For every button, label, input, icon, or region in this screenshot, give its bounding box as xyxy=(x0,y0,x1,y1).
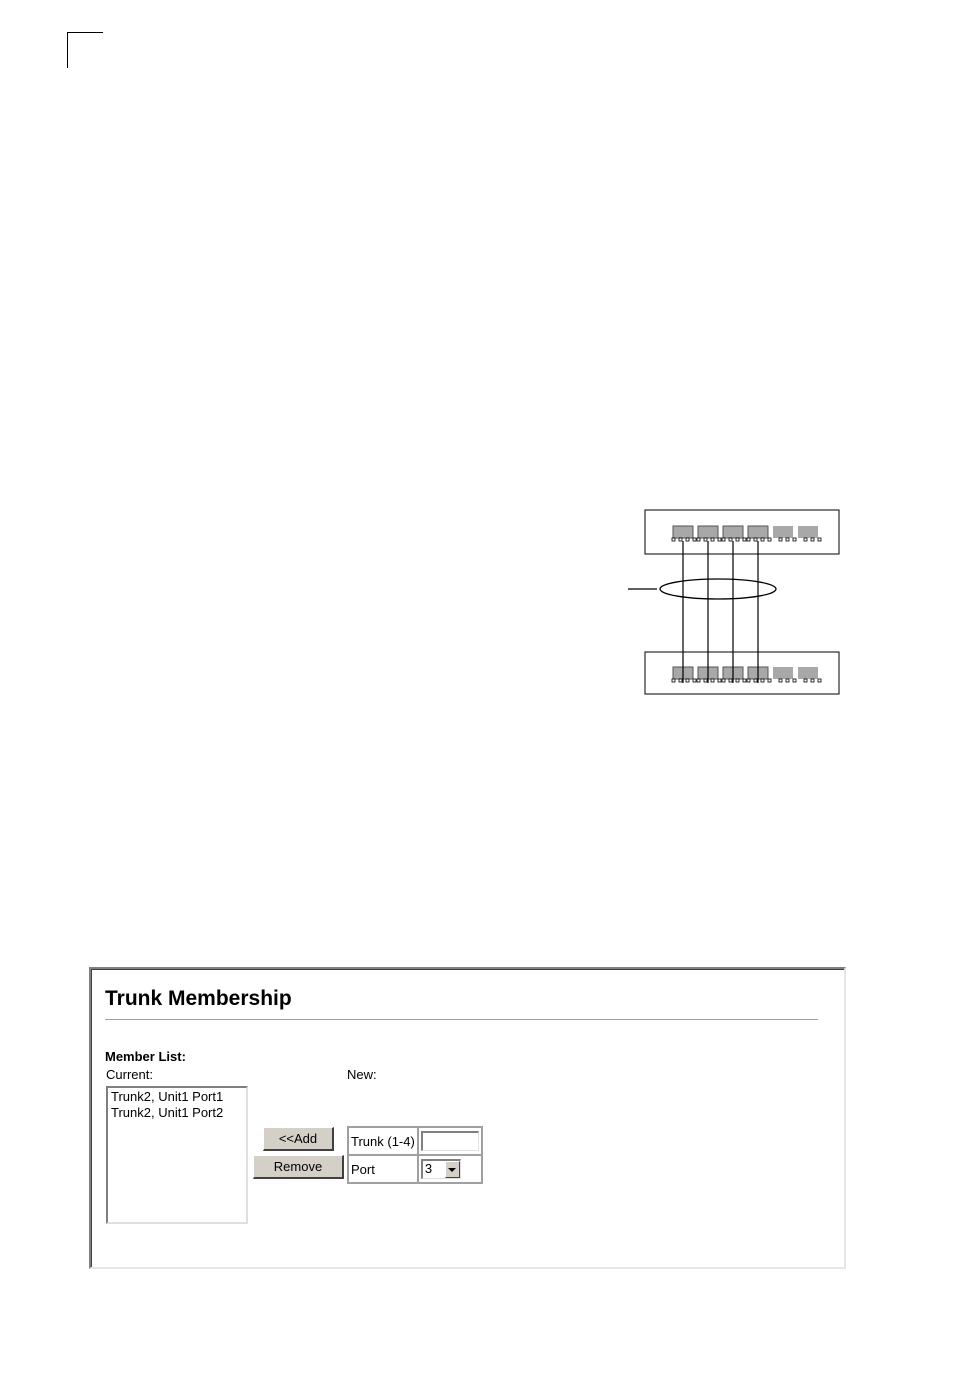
port-led xyxy=(804,679,807,682)
port-led xyxy=(747,538,750,541)
list-item[interactable]: Trunk2, Unit1 Port1 xyxy=(111,1089,224,1104)
switch-port xyxy=(673,526,693,538)
port-led xyxy=(693,679,696,682)
chevron-down-icon[interactable] xyxy=(445,1161,460,1178)
port-led xyxy=(697,538,700,541)
trunk-diagram-svg xyxy=(620,505,850,705)
port-led xyxy=(811,538,814,541)
port-led xyxy=(736,538,739,541)
port-led xyxy=(729,538,732,541)
port-led xyxy=(693,538,696,541)
port-led xyxy=(679,679,682,682)
list-item[interactable]: Trunk2, Unit1 Port2 xyxy=(111,1105,224,1120)
switch-port xyxy=(698,526,718,538)
port-led xyxy=(743,679,746,682)
port-led xyxy=(768,679,771,682)
switch-port xyxy=(773,526,793,538)
port-led xyxy=(711,538,714,541)
switch-port xyxy=(798,526,818,538)
port-led xyxy=(779,679,782,682)
port-field-cell xyxy=(418,1155,482,1183)
switch-port xyxy=(798,667,818,679)
new-member-table xyxy=(347,1126,483,1184)
member-list-label: Member List: xyxy=(105,1049,186,1064)
port-led xyxy=(722,538,725,541)
switch-port xyxy=(748,526,768,538)
port-led xyxy=(761,538,764,541)
page-corner-mark xyxy=(67,32,103,68)
port-led xyxy=(686,679,689,682)
add-button[interactable]: <<Add xyxy=(263,1127,334,1151)
new-label: New: xyxy=(347,1067,377,1082)
port-led xyxy=(743,538,746,541)
trunk-field-label: Trunk (1-4) xyxy=(348,1127,418,1155)
port-led xyxy=(672,538,675,541)
port-select-value: 3 xyxy=(424,1161,433,1176)
port-led xyxy=(768,538,771,541)
port-led xyxy=(804,538,807,541)
port-led xyxy=(818,679,821,682)
trunk-input[interactable] xyxy=(421,1131,479,1151)
port-led xyxy=(686,538,689,541)
port-led xyxy=(747,679,750,682)
port-led xyxy=(754,538,757,541)
port-led xyxy=(729,679,732,682)
port-led xyxy=(754,679,757,682)
port-led xyxy=(722,679,725,682)
port-field-label: Port xyxy=(348,1155,418,1183)
current-label: Current: xyxy=(106,1067,153,1082)
port-led xyxy=(818,538,821,541)
trunk-field-cell xyxy=(418,1127,482,1155)
trunk-membership-panel xyxy=(89,967,846,1269)
port-led xyxy=(711,679,714,682)
page-title: Trunk Membership xyxy=(105,987,292,1010)
port-led xyxy=(697,679,700,682)
port-led xyxy=(736,679,739,682)
port-led xyxy=(672,679,675,682)
port-select[interactable] xyxy=(421,1159,461,1179)
port-led xyxy=(779,538,782,541)
port-led xyxy=(811,679,814,682)
port-led xyxy=(793,538,796,541)
port-led xyxy=(761,679,764,682)
remove-button[interactable]: Remove xyxy=(253,1155,344,1179)
port-led xyxy=(718,538,721,541)
port-led xyxy=(679,538,682,541)
panel-frame xyxy=(91,969,844,1267)
current-members-listbox[interactable] xyxy=(106,1086,248,1224)
port-led xyxy=(704,538,707,541)
port-led xyxy=(704,679,707,682)
switch-port xyxy=(723,526,743,538)
port-led xyxy=(786,538,789,541)
port-led xyxy=(786,679,789,682)
port-led xyxy=(793,679,796,682)
port-led xyxy=(718,679,721,682)
title-divider xyxy=(105,1019,818,1021)
trunk-diagram xyxy=(620,505,850,705)
switch-port xyxy=(773,667,793,679)
